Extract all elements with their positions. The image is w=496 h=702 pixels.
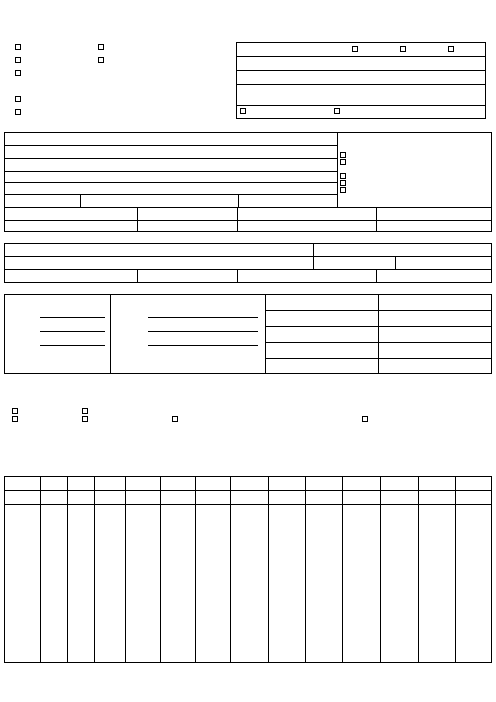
checkbox[interactable]: [12, 408, 18, 414]
checkbox[interactable]: [172, 416, 178, 422]
basic-additional-option[interactable]: [172, 416, 180, 423]
request-adhoc[interactable]: [15, 109, 23, 115]
checkbox[interactable]: [15, 70, 21, 76]
ups-panel: [236, 42, 486, 119]
request-cancel-account[interactable]: [15, 96, 23, 102]
discount-export-option[interactable]: [12, 408, 20, 415]
retention-option[interactable]: [448, 46, 456, 53]
bt-export-header: [270, 299, 292, 305]
request-reactivate[interactable]: [98, 44, 106, 50]
email-option-service-updates[interactable]: [340, 180, 348, 186]
checkbox[interactable]: [15, 44, 21, 50]
tier-discount-option[interactable]: [82, 416, 90, 423]
checkbox[interactable]: [15, 96, 21, 102]
billing-section: [4, 243, 492, 283]
bt-import-header: [384, 299, 424, 305]
checkbox[interactable]: [448, 46, 454, 52]
request-change-profile[interactable]: [15, 70, 23, 76]
email-option-no-email[interactable]: [340, 187, 490, 193]
request-revise-discount[interactable]: [15, 57, 23, 63]
checkbox[interactable]: [15, 109, 21, 115]
discount-import-option[interactable]: [82, 408, 90, 415]
checkbox[interactable]: [340, 180, 346, 186]
checkbox[interactable]: [98, 44, 104, 50]
checkbox[interactable]: [15, 57, 21, 63]
checkbox[interactable]: [82, 408, 88, 414]
checkbox[interactable]: [340, 173, 346, 179]
checkbox[interactable]: [362, 416, 368, 422]
checkbox[interactable]: [82, 416, 88, 422]
checkbox[interactable]: [12, 416, 18, 422]
checkbox[interactable]: [334, 108, 340, 114]
email-option-promotion[interactable]: [340, 152, 348, 158]
export-option[interactable]: [240, 108, 254, 115]
checkbox[interactable]: [352, 46, 358, 52]
email-option-newsletters[interactable]: [340, 173, 348, 179]
request-revise-billing[interactable]: [98, 57, 106, 63]
checkbox[interactable]: [98, 57, 104, 63]
import-option[interactable]: [334, 108, 346, 115]
others-option[interactable]: [362, 416, 370, 423]
basic-discount-option[interactable]: [12, 416, 20, 423]
request-new-customer[interactable]: [15, 44, 23, 50]
email-option-new-product[interactable]: [340, 159, 490, 165]
checkbox[interactable]: [400, 46, 406, 52]
penetration-option[interactable]: [400, 46, 408, 53]
checkbox[interactable]: [340, 152, 346, 158]
commitment-table: [4, 294, 492, 374]
conversion-option[interactable]: [352, 46, 360, 53]
checkbox[interactable]: [340, 159, 346, 165]
checkbox[interactable]: [340, 187, 346, 193]
checkbox[interactable]: [240, 108, 246, 114]
